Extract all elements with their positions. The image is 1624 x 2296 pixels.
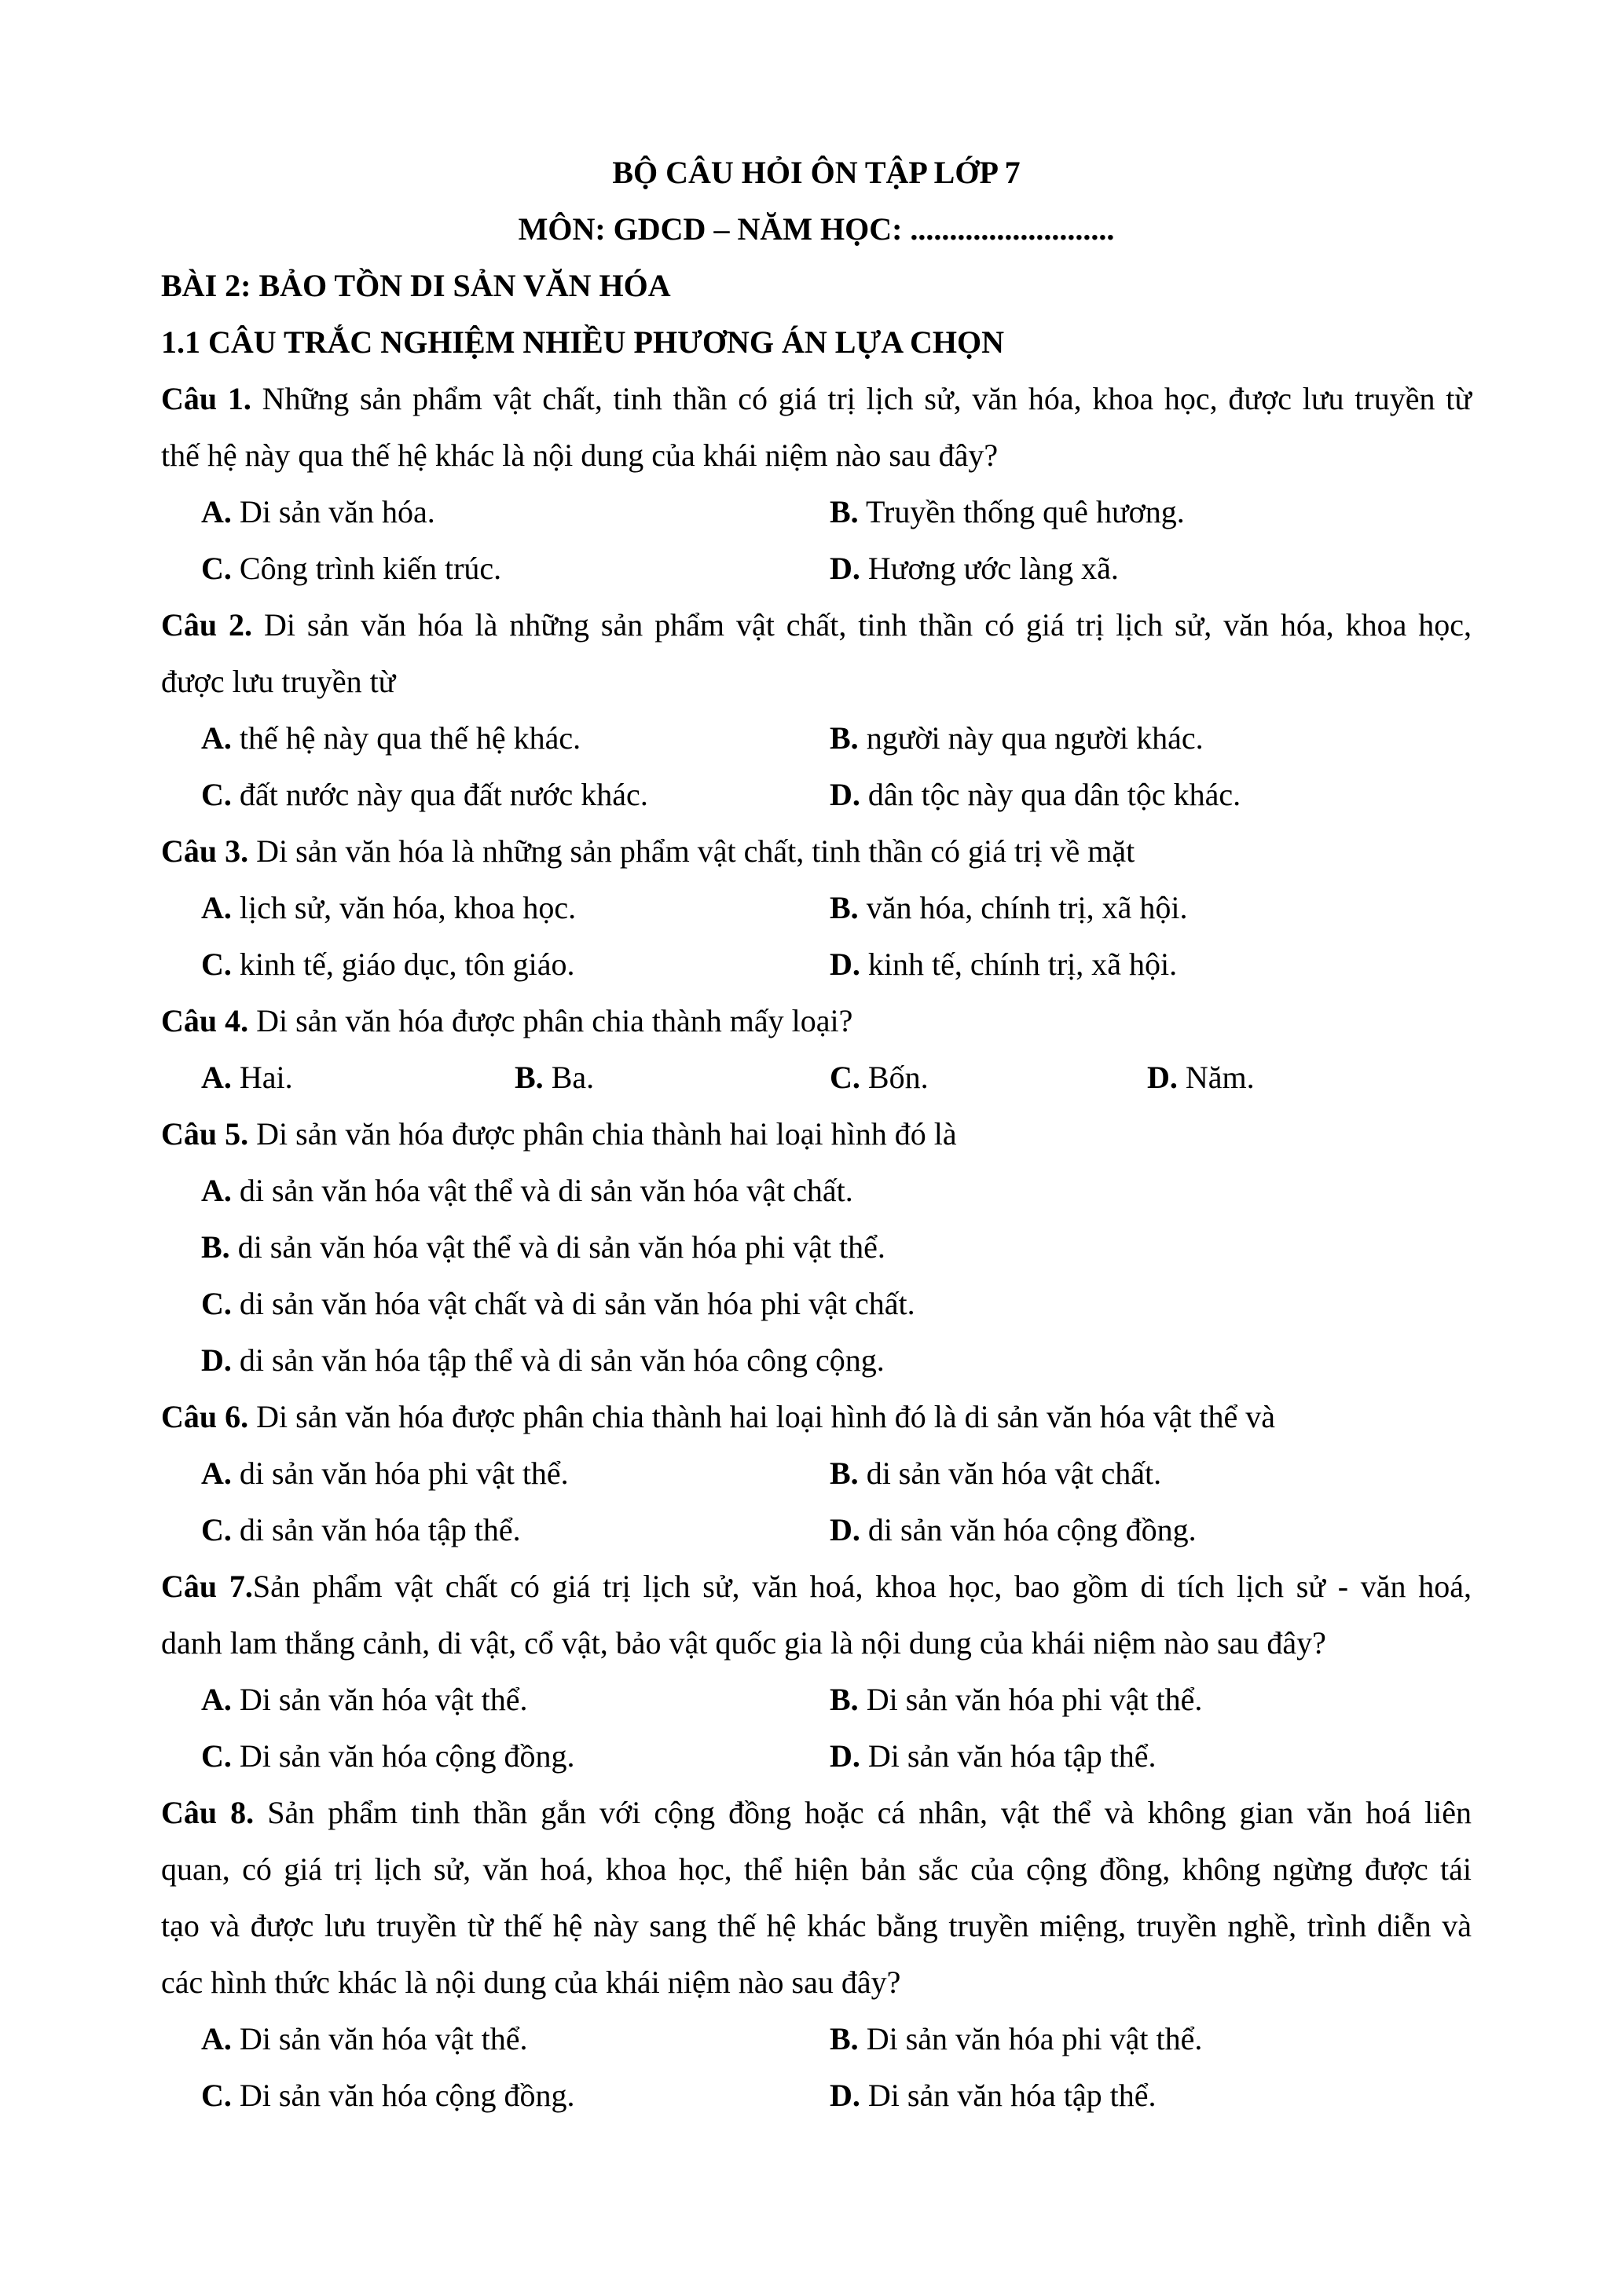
option-b — [790, 710, 1472, 767]
question-label: Câu 6. — [161, 1399, 249, 1434]
question-8 — [161, 1785, 1472, 2124]
option-c — [161, 1502, 790, 1558]
option-letter: C. — [201, 777, 232, 812]
option-text: Di sản văn hóa cộng đồng. — [239, 2078, 575, 2113]
option-d — [790, 1502, 1472, 1558]
question-text: tạo và được lưu truyền từ thế hệ này sang thế hệ khác bằng truyền miệng, truyền nghề, trình diễn và — [161, 1908, 1472, 1943]
option-text: di sản văn hóa vật thể và di sản văn hóa vật chất. — [239, 1173, 853, 1208]
option-text: thế hệ này qua thế hệ khác. — [239, 720, 581, 756]
option-a — [161, 1049, 475, 1106]
option-letter: D. — [830, 1512, 860, 1547]
option-letter: D. — [1147, 1060, 1178, 1095]
question-text: Di sản văn hóa là những sản phẩm vật chất, tinh thần có giá trị lịch sử, văn hóa, khoa học, — [264, 607, 1472, 643]
question-line — [161, 1898, 1472, 1954]
question-label: Câu 4. — [161, 1003, 249, 1038]
option-b — [161, 1219, 1472, 1276]
option-c — [161, 1276, 1472, 1332]
question-3 — [161, 823, 1472, 993]
option-d — [790, 1728, 1472, 1785]
option-c — [161, 767, 790, 823]
question-label: Câu 7. — [161, 1569, 253, 1604]
question-line — [161, 1841, 1472, 1898]
question-text: Di sản văn hóa là những sản phẩm vật chất, tinh thần có giá trị về mặt — [256, 833, 1135, 869]
option-text: di sản văn hóa vật chất. — [866, 1456, 1162, 1491]
option-text: Ba. — [551, 1060, 595, 1095]
document-page — [161, 145, 1472, 2124]
option-letter: D. — [201, 1342, 232, 1378]
option-c — [161, 540, 790, 597]
question-line — [161, 1389, 1472, 1445]
question-4-options — [161, 1049, 1472, 1106]
question-4 — [161, 993, 1472, 1106]
option-letter: C. — [201, 1738, 232, 1774]
question-8-options — [161, 2011, 1472, 2124]
option-text: di sản văn hóa vật thể và di sản văn hóa phi vật thể. — [237, 1229, 885, 1265]
question-label: Câu 8. — [161, 1795, 255, 1830]
question-6 — [161, 1389, 1472, 1558]
option-d — [790, 767, 1472, 823]
option-letter: A. — [201, 2021, 232, 2056]
option-text: Di sản văn hóa. — [239, 494, 435, 529]
option-letter: A. — [201, 720, 232, 756]
question-line — [161, 597, 1472, 654]
option-b — [790, 2011, 1472, 2067]
option-text: di sản văn hóa cộng đồng. — [867, 1512, 1197, 1547]
option-text: Di sản văn hóa tập thể. — [867, 2078, 1157, 2113]
option-text: Hương ước làng xã. — [867, 551, 1119, 586]
option-d — [790, 2067, 1472, 2124]
option-text: Di sản văn hóa cộng đồng. — [239, 1738, 575, 1774]
question-text: Di sản văn hóa được phân chia thành mấy loại? — [256, 1003, 853, 1038]
option-c — [161, 2067, 790, 2124]
option-letter: B. — [830, 890, 859, 925]
question-5 — [161, 1106, 1472, 1389]
option-d — [790, 936, 1472, 993]
option-d — [161, 1332, 1472, 1389]
option-a — [161, 710, 790, 767]
question-text: danh lam thắng cảnh, di vật, cổ vật, bảo vật quốc gia là nội dung của khái niệm nào sau đây? — [161, 1625, 1326, 1661]
option-letter: B. — [201, 1229, 230, 1265]
option-c — [161, 1728, 790, 1785]
option-b — [790, 1672, 1472, 1728]
question-line — [161, 823, 1472, 880]
option-text: di sản văn hóa phi vật thể. — [239, 1456, 569, 1491]
question-line — [161, 1615, 1472, 1672]
option-text: người này qua người khác. — [866, 720, 1204, 756]
option-letter: C. — [830, 1060, 860, 1095]
option-letter: C. — [201, 947, 232, 982]
question-line — [161, 1106, 1472, 1163]
option-text: dân tộc này qua dân tộc khác. — [867, 777, 1241, 812]
option-letter: B. — [830, 1682, 859, 1717]
option-text: Di sản văn hóa tập thể. — [867, 1738, 1157, 1774]
question-text: Những sản phẩm vật chất, tinh thần có giá trị lịch sử, văn hóa, khoa học, được lưu truyền từ — [262, 381, 1472, 416]
question-line — [161, 427, 1472, 484]
question-5-options — [161, 1163, 1472, 1389]
option-letter: D. — [830, 551, 860, 586]
option-a — [161, 1445, 790, 1502]
question-line — [161, 993, 1472, 1049]
option-b — [790, 484, 1472, 540]
question-3-options — [161, 880, 1472, 993]
option-text: Di sản văn hóa phi vật thể. — [866, 1682, 1203, 1717]
option-letter: A. — [201, 1060, 232, 1095]
question-7 — [161, 1558, 1472, 1785]
option-text: kinh tế, chính trị, xã hội. — [867, 947, 1178, 982]
question-text: các hình thức khác là nội dung của khái niệm nào sau đây? — [161, 1965, 901, 2000]
option-text: Di sản văn hóa vật thể. — [239, 2021, 528, 2056]
section-heading: 1.1 CÂU TRẮC NGHIỆM NHIỀU PHƯƠNG ÁN LỰA CHỌN — [161, 324, 1004, 360]
option-a — [161, 880, 790, 936]
question-line — [161, 1558, 1472, 1615]
option-c — [161, 936, 790, 993]
option-letter: A. — [201, 1456, 232, 1491]
question-1 — [161, 371, 1472, 597]
question-label: Câu 2. — [161, 607, 253, 643]
option-text: lịch sử, văn hóa, khoa học. — [239, 890, 577, 925]
option-letter: C. — [201, 1512, 232, 1547]
question-1-options — [161, 484, 1472, 597]
option-text: di sản văn hóa tập thể và di sản văn hóa công cộng. — [239, 1342, 885, 1378]
option-text: đất nước này qua đất nước khác. — [239, 777, 648, 812]
option-text: Hai. — [239, 1060, 293, 1095]
question-label: Câu 3. — [161, 833, 249, 869]
option-letter: D. — [830, 777, 860, 812]
option-d — [790, 540, 1472, 597]
option-a — [161, 1163, 1472, 1219]
option-letter: D. — [830, 947, 860, 982]
option-a — [161, 2011, 790, 2067]
question-text: Di sản văn hóa được phân chia thành hai loại hình đó là di sản văn hóa vật thể và — [256, 1399, 1276, 1434]
lesson-heading: BÀI 2: BẢO TỒN DI SẢN VĂN HÓA — [161, 268, 671, 303]
question-label: Câu 5. — [161, 1116, 249, 1152]
question-text: quan, có giá trị lịch sử, văn hoá, khoa học, thể hiện bản sắc của cộng đồng, không ngừng được tái — [161, 1851, 1472, 1887]
question-line — [161, 1954, 1472, 2011]
option-text: Công trình kiến trúc. — [239, 551, 502, 586]
option-text: Bốn. — [867, 1060, 929, 1095]
option-a — [161, 484, 790, 540]
option-letter: B. — [515, 1060, 544, 1095]
option-letter: A. — [201, 890, 232, 925]
option-text: kinh tế, giáo dục, tôn giáo. — [239, 947, 575, 982]
question-line — [161, 654, 1472, 710]
option-text: di sản văn hóa vật chất và di sản văn hóa phi vật chất. — [239, 1286, 915, 1321]
option-letter: C. — [201, 551, 232, 586]
option-text: Năm. — [1185, 1060, 1255, 1095]
option-letter: D. — [830, 1738, 860, 1774]
question-2 — [161, 597, 1472, 823]
option-letter: C. — [201, 1286, 232, 1321]
option-letter: C. — [201, 2078, 232, 2113]
option-text: Di sản văn hóa vật thể. — [239, 1682, 528, 1717]
page-subtitle: MÔN: GDCD – NĂM HỌC: .......................... — [518, 211, 1115, 247]
question-text: Sản phẩm tinh thần gắn với cộng đồng hoặc cá nhân, vật thể và không gian văn hoá liên — [267, 1795, 1472, 1830]
option-letter: B. — [830, 1456, 859, 1491]
question-label: Câu 1. — [161, 381, 251, 416]
question-line — [161, 1785, 1472, 1841]
option-letter: D. — [830, 2078, 860, 2113]
option-letter: A. — [201, 1682, 232, 1717]
page-title: BỘ CÂU HỎI ÔN TẬP LỚP 7 — [612, 155, 1021, 190]
option-letter: B. — [830, 2021, 859, 2056]
question-7-options — [161, 1672, 1472, 1785]
option-letter: A. — [201, 494, 232, 529]
option-text: văn hóa, chính trị, xã hội. — [866, 890, 1188, 925]
option-b — [475, 1049, 790, 1106]
question-2-options — [161, 710, 1472, 823]
question-6-options — [161, 1445, 1472, 1558]
option-b — [790, 880, 1472, 936]
option-c — [790, 1049, 1107, 1106]
option-b — [790, 1445, 1472, 1502]
question-text: Sản phẩm vật chất có giá trị lịch sử, văn hoá, khoa học, bao gồm di tích lịch sử - văn hoá, — [252, 1569, 1472, 1604]
option-letter: B. — [830, 494, 859, 529]
option-d — [1107, 1049, 1472, 1106]
question-text: Di sản văn hóa được phân chia thành hai loại hình đó là — [256, 1116, 957, 1152]
option-letter: A. — [201, 1173, 232, 1208]
question-text: thế hệ này qua thế hệ khác là nội dung của khái niệm nào sau đây? — [161, 438, 999, 473]
option-text: di sản văn hóa tập thể. — [239, 1512, 521, 1547]
option-letter: B. — [830, 720, 859, 756]
option-text: Di sản văn hóa phi vật thể. — [866, 2021, 1203, 2056]
option-text: Truyền thống quê hương. — [865, 494, 1185, 529]
option-a — [161, 1672, 790, 1728]
question-line — [161, 371, 1472, 427]
question-text: được lưu truyền từ — [161, 664, 396, 699]
